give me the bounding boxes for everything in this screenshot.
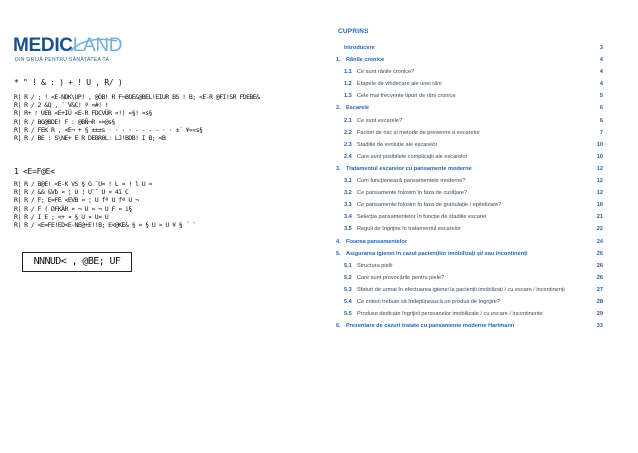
toc-entry[interactable] bbox=[336, 93, 603, 105]
toc-entry[interactable] bbox=[336, 275, 603, 287]
toc-entry[interactable] bbox=[336, 130, 603, 142]
toc-entry-page: 16 bbox=[596, 202, 603, 209]
toc-entry-title: Tratamentul escarelor cu pansamente moderne bbox=[346, 165, 472, 172]
toc-entry-page: 27 bbox=[596, 286, 603, 293]
toc-entry[interactable] bbox=[336, 166, 603, 178]
left-line: R| R / I E ; <+ ¤ § U ¤ U¤ U bbox=[14, 212, 109, 221]
toc-entry[interactable] bbox=[336, 142, 603, 154]
toc-entry-number: 1. bbox=[336, 57, 341, 64]
toc-entry-number: 1.3 bbox=[344, 93, 352, 100]
toc-entry-page: 10 bbox=[596, 153, 603, 160]
toc-entry-title: Ce pansamente folosim în faza de curățare? bbox=[357, 190, 468, 197]
left-line: R| R / ; ! <E-NDK\UP! , @ÒB! R F¬BOE&@BEL!EIUR BS ! B; <E-R @FI!SR FDEBE& bbox=[14, 93, 260, 101]
toc-entry-page: 26 bbox=[596, 262, 603, 269]
toc-entry-number: 5.3 bbox=[344, 286, 352, 293]
toc-page bbox=[331, 0, 633, 453]
toc-entry-page: 21 bbox=[596, 214, 603, 221]
toc-entry[interactable] bbox=[336, 287, 603, 299]
left-section-title: 1 <E=F@E< bbox=[14, 167, 55, 176]
toc-entry-page: 28 bbox=[596, 298, 603, 305]
toc-entry-number: 2.1 bbox=[344, 117, 352, 124]
left-title: * " ! & : ) + ! U , R/ ) bbox=[14, 78, 123, 87]
toc-entry-number: 2.4 bbox=[344, 153, 352, 160]
toc-entry-page: 7 bbox=[599, 129, 603, 136]
toc-entry-number: 1.2 bbox=[344, 81, 352, 88]
toc-entry-title: Cele mai frecvente tipuri de răni cronice bbox=[357, 93, 456, 100]
toc-entry-number: 6. bbox=[336, 323, 341, 330]
toc-entry-number: 3.1 bbox=[344, 178, 352, 185]
toc-entry-page: 4 bbox=[599, 81, 603, 88]
left-line: R| R / FEK R , <E¬ + § ±±±s · · · · - - - - · · ±´ ¥««s§ bbox=[14, 125, 203, 134]
toc-entry-number: 5.1 bbox=[344, 262, 352, 269]
toc-entry-page: 26 bbox=[596, 274, 603, 281]
left-line: R| R / && &Vb ¤ ¦ U ¦ U¨¯ U ¤ 4ï C bbox=[14, 188, 129, 197]
toc-entry-page: 4 bbox=[599, 69, 603, 76]
toc-entry-title: Produse dedicate îngrijirii persoanelor imobilizate / cu escare / incontinente bbox=[357, 311, 543, 318]
code-box: NNNUD< , @BE; UF bbox=[22, 252, 132, 272]
toc-entry-title: Stadiile de evoluție ale escarelor bbox=[357, 141, 438, 148]
toc-entry-page: 6 bbox=[599, 105, 603, 112]
toc-entry-number: 5.4 bbox=[344, 298, 352, 305]
toc-entry-page: 12 bbox=[596, 178, 603, 185]
toc-entry-title: Rănile cronice bbox=[346, 57, 385, 64]
left-line: R| R / 2 &Q , ¨ V&C! ª «#! ! bbox=[14, 101, 109, 110]
toc-entry-number: 4. bbox=[336, 238, 341, 245]
toc-entry[interactable] bbox=[336, 311, 603, 323]
toc-entry[interactable] bbox=[336, 226, 603, 238]
left-line: R| R / F; E=FE <EVB ¤ ¦ U fª U fª U ¬ bbox=[14, 196, 139, 205]
toc-entry[interactable] bbox=[336, 214, 603, 226]
toc-entry-title: Factori de risc și metode de prevenire a escarelor bbox=[357, 129, 480, 136]
toc-entry-page: 5 bbox=[599, 93, 603, 100]
medicland-logo bbox=[13, 36, 123, 70]
toc-entry-page: 12 bbox=[596, 165, 603, 172]
toc-entry-title: Prezentare de cazuri tratate cu pansamente moderne Hartmann bbox=[346, 323, 515, 330]
left-line: R| R / F ( DFKÄR ¤ ¬ U ¤ ¬ U F ¤ i§ bbox=[14, 204, 132, 213]
toc-entry-number: 3.3 bbox=[344, 202, 352, 209]
toc-entry-number: 5.5 bbox=[344, 311, 352, 318]
toc-entry[interactable] bbox=[336, 154, 603, 166]
toc-entry-title: Ce sunt escarele? bbox=[357, 117, 403, 124]
toc-entry[interactable] bbox=[336, 45, 603, 57]
toc-entry-title: Ce criterii trebuie să îndeplinească un produs de îngrijire? bbox=[357, 298, 501, 305]
toc-entry-title: Introducere bbox=[344, 45, 375, 51]
toc-entry[interactable] bbox=[336, 323, 603, 335]
toc-entry-title: Selecția pansamentelor în funcție de stadiile escarei bbox=[357, 214, 487, 221]
toc-entry[interactable] bbox=[336, 69, 603, 81]
toc-entry-page: 3 bbox=[599, 45, 603, 51]
toc-entry-page: 22 bbox=[596, 226, 603, 233]
toc-entry-page: 12 bbox=[596, 190, 603, 197]
toc-list bbox=[336, 45, 603, 335]
toc-entry[interactable] bbox=[336, 202, 603, 214]
logo-wordmark: MEDICLAND bbox=[13, 35, 123, 56]
toc-entry-title: Ce sunt rănile cronice? bbox=[357, 69, 415, 76]
toc-entry[interactable] bbox=[336, 118, 603, 130]
left-line: R| R / BE : S\NE+ E R DEBR0L: LJ!BDB! I B; <B bbox=[14, 134, 166, 143]
toc-entry-number: 2.2 bbox=[344, 129, 352, 136]
toc-entry-title: Care sunt posibilele complicații ale escarelor bbox=[357, 153, 468, 160]
toc-entry[interactable] bbox=[336, 263, 603, 275]
toc-entry-page: 4 bbox=[599, 57, 603, 64]
toc-entry-page: 24 bbox=[596, 238, 603, 245]
left-line: R| R+ ! UEB <E+IÜ <E-R FDCVÜR «!) «§! ¤s§ bbox=[14, 109, 152, 118]
toc-entry-page: 6 bbox=[599, 117, 603, 124]
toc-entry-number: 5.2 bbox=[344, 274, 352, 281]
logo-tagline: DIN GRIJĂ PENTRU SĂNĂTATEA TA bbox=[15, 57, 110, 63]
toc-entry-number: 2. bbox=[336, 105, 341, 112]
toc-entry-number: 3.5 bbox=[344, 226, 352, 233]
left-line: R| R / BG@BDE! F : @BÑ¬R ¤¤@s§ bbox=[14, 117, 115, 126]
toc-entry-number: 2.3 bbox=[344, 141, 352, 148]
toc-entry-number: 3. bbox=[336, 165, 341, 172]
toc-entry[interactable] bbox=[336, 190, 603, 202]
toc-entry[interactable] bbox=[336, 178, 603, 190]
toc-entry-number: 3.4 bbox=[344, 214, 352, 221]
toc-entry[interactable] bbox=[336, 81, 603, 93]
toc-entry-title: Sfaturi de urmat în efectuarea igienei la pacienții imobilizați / cu escare / incontinenți bbox=[357, 286, 565, 293]
toc-entry[interactable] bbox=[336, 57, 603, 69]
toc-entry-title: Ce pansamente folosim în faza de granulație / epitelizare? bbox=[357, 202, 502, 209]
toc-entry-number: 3.2 bbox=[344, 190, 352, 197]
left-line: R| R / <E=FE!ED<E-NE@+E!!B; E<@KE& § ¤ § U ¤ U ¥ § ´ ¨ bbox=[14, 221, 196, 230]
toc-entry[interactable] bbox=[336, 239, 603, 251]
toc-entry[interactable] bbox=[336, 105, 603, 117]
toc-entry[interactable] bbox=[336, 251, 603, 263]
left-line: R| R / B@E! <E-K VS § G ¯U¤ ! L ¤ ! l U ¤ bbox=[14, 180, 152, 188]
toc-entry-title: Care sunt provocările pentru piele? bbox=[357, 274, 445, 281]
toc-entry[interactable] bbox=[336, 299, 603, 311]
toc-entry-number: 1.1 bbox=[344, 69, 352, 76]
toc-entry-page: 10 bbox=[596, 141, 603, 148]
left-block-2 bbox=[14, 180, 314, 229]
toc-entry-page: 33 bbox=[596, 323, 603, 330]
left-block-1 bbox=[14, 93, 314, 142]
toc-entry-title: Fixarea pansamentelor bbox=[346, 238, 407, 245]
toc-entry-title: Etapele de vindecare ale unei răni bbox=[357, 81, 442, 88]
toc-entry-title: Cum funcționează pansamentele moderne? bbox=[357, 178, 466, 185]
toc-entry-page: 26 bbox=[596, 250, 603, 257]
toc-entry-number: 5. bbox=[336, 250, 341, 257]
toc-entry-title: Reguli de îngrijire în tratamentul escarelor bbox=[357, 226, 461, 233]
toc-entry-page: 29 bbox=[596, 311, 603, 318]
toc-title: CUPRINS bbox=[338, 28, 369, 35]
toc-entry-title: Escarele bbox=[346, 105, 370, 112]
toc-entry-title: Asigurarea igienei în cazul pacienților imobilizați și/ sau incontinenți bbox=[346, 250, 528, 257]
toc-entry-title: Structura pielii bbox=[357, 262, 393, 269]
